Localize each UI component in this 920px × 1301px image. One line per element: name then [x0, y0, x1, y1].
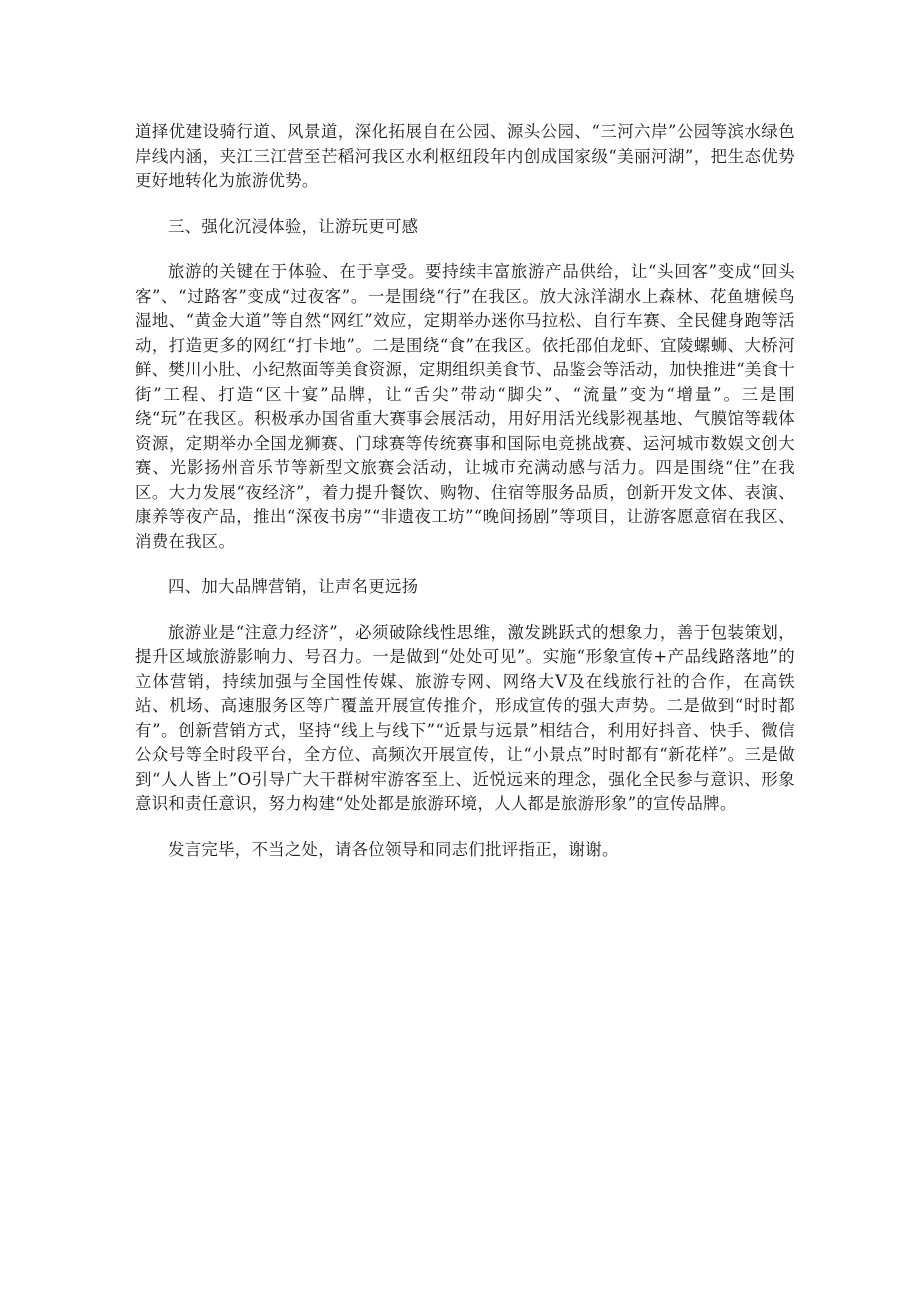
section-heading-3: 三、强化沉浸体验，让游玩更可感: [168, 216, 419, 236]
paragraph-brand-marketing: 旅游业是“注意力经济”，必须破除线性思维，激发跳跃式的想象力，善于包装策划，提升区域旅游影响力、号召力。一是做到“处处可见”。实施“形象宣传+产品线路落地”的立体营销，持续加强与全国性传媒、旅游专网、网络大V及在线旅行社的合作，在高铁站、机场、高速服务区等广覆盖开展宣传推介，形成宣传的强大声势。二是做到“时时都有”。创新营销方式，坚持“线上与线下”“近景与远景”相结合，利用好抖音、快手、微信公众号等全时段平台，全方位、高频次开展宣传，让“小景点”时时都有“新花样”。三是做到“人人皆上”O引导广大干群树牢游客至上、近悦远来的理念，强化全民参与意识、形象意识和责任意识，努力构建“处处都是旅游环境，人人都是旅游形象”的宣传品牌。: [135, 622, 795, 813]
section-heading-4: 四、加大品牌营销，让声名更远扬: [168, 577, 419, 596]
paragraph-continuation: 道择优建设骑行道、风景道，深化拓展自在公园、源头公园、“三河六岸”公园等滨水绿色岸线内涵，夹江三江营至芒稻河我区水利枢纽段年内创成国家级“美丽河湖”，把生态优势更好地转化为旅游优势。: [135, 122, 795, 190]
paragraph-closing: 发言完毕，不当之处，请各位领导和同志们批评指正，谢谢。: [168, 839, 619, 859]
document-body: [135, 120, 795, 883]
paragraph-immersive-experience: 旅游的关键在于体验、在于享受。要持续丰富旅游产品供给，让“头回客”变成“回头客”、“过路客”变成“过夜客”。一是围绕“行”在我区。放大泳洋湖水上森林、花鱼塘候鸟湿地、“黄金大道”等自然“网红”效应，定期举办迷你马拉松、自行车赛、全民健身跑等活动，打造更多的网红“打卡地”。二是围绕“食”在我区。依托邵伯龙虾、宜陵螺蛳、大桥河鲜、樊川小肚、小纪熬面等美食资源，定期组织美食节、品鉴会等活动，加快推进“美食十街”工程、打造“区十宴”品牌，让“舌尖”带动“脚尖”、“流量”变为“增量”。三是围绕“玩”在我区。积极承办国省重大赛事会展活动，用好用活光线影视基地、气膜馆等载体资源，定期举办全国龙狮赛、门球赛等传统赛事和国际电竞挑战赛、运河城市数娱文创大赛、光影扬州音乐节等新型文旅赛会活动，让城市充满动感与活力。四是围绕“住”在我区。大力发展“夜经济”，着力提升餐饮、购物、住宿等服务品质，创新开发文体、表演、康养等夜产品，推出“深夜书房”“非遗夜工坊”“晚间扬剧”等项目，让游客愿意宿在我区、消费在我区。: [135, 262, 795, 551]
